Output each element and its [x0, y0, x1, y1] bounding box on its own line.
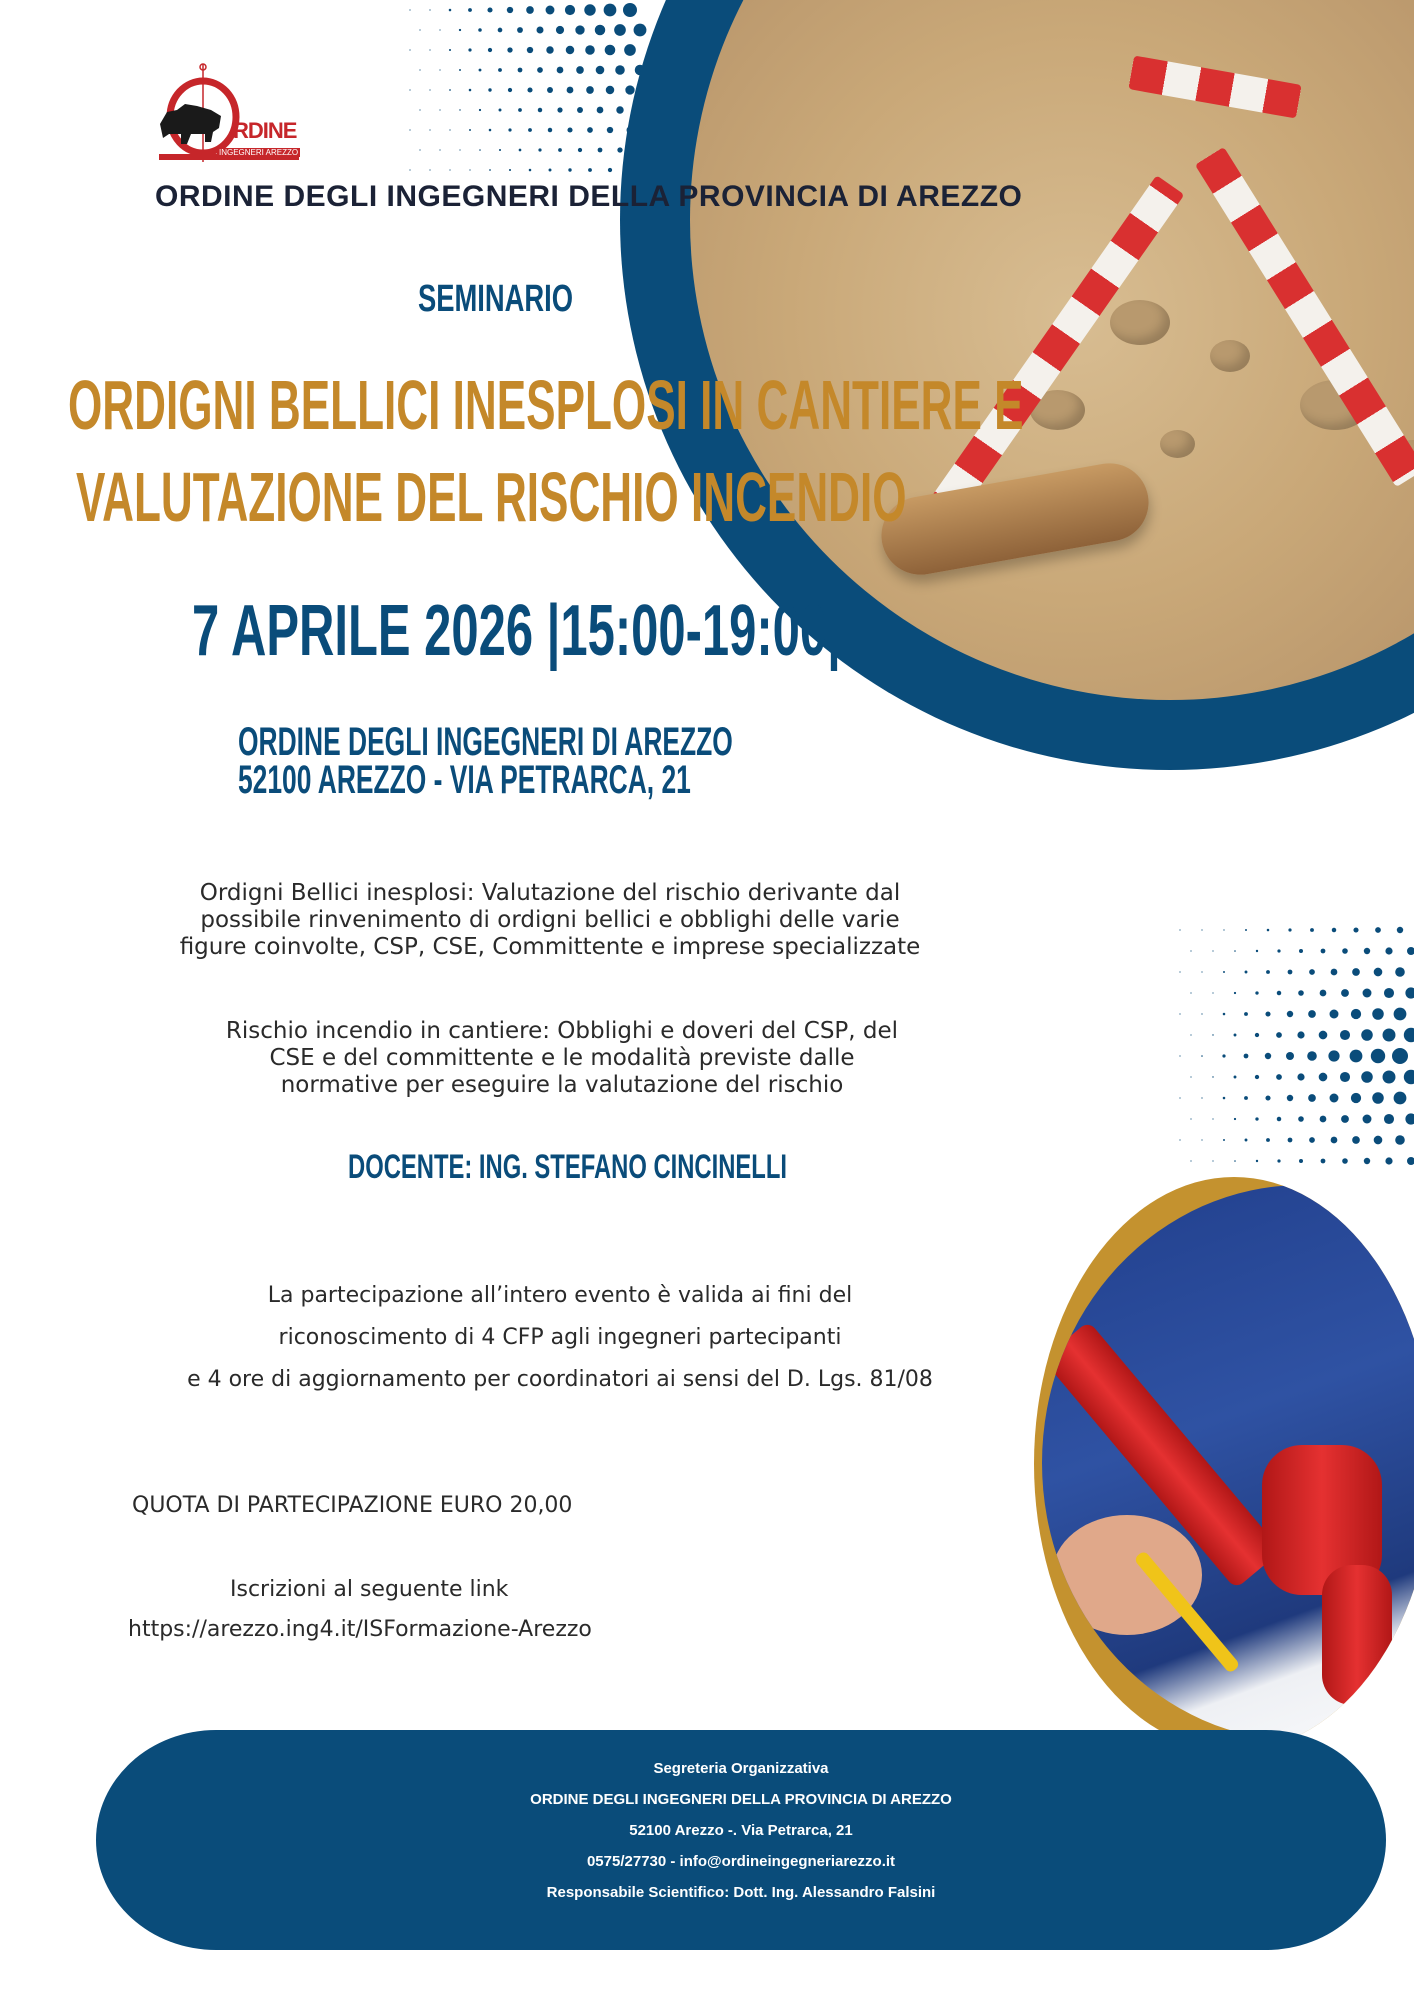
topic-2-line: CSE e del committente e le modalità previste dalle [269, 1045, 855, 1071]
venue-line-1: ORDINE DEGLI INGEGNERI DI AREZZO [238, 720, 733, 764]
footer-line: ORDINE DEGLI INGEGNERI DELLA PROVINCIA DI AREZZO [530, 1791, 952, 1808]
topic-1 [60, 880, 1040, 961]
title-line-2: VALUTAZIONE DEL RISCHIO INCENDIO [76, 458, 907, 536]
topic-2-line: normative per eseguire la valutazione del rischio [280, 1072, 844, 1098]
footer-panel [96, 1730, 1386, 1950]
halftone-dots-right [1170, 920, 1414, 1180]
topic-2-line: Rischio incendio in cantiere: Obblighi e doveri del CSP, del [225, 1018, 899, 1044]
footer-line: 52100 Arezzo -. Via Petrarca, 21 [629, 1822, 853, 1839]
halftone-dots-top [400, 0, 660, 200]
credits-info [110, 1275, 1010, 1401]
credits-line: La partecipazione all’intero evento è valida ai fini del [267, 1283, 853, 1308]
logo-wordmark: RDINE [233, 118, 297, 143]
topic-1-line: Ordigni Bellici inesplosi: Valutazione del rischio derivante dal [199, 880, 901, 906]
seminar-label: SEMINARIO [418, 278, 574, 320]
extinguisher-photo [1034, 1177, 1414, 1751]
participation-fee: QUOTA DI PARTECIPAZIONE EURO 20,00 [132, 1493, 573, 1518]
footer-line: Segreteria Organizzativa [653, 1760, 829, 1777]
footer-line: 0575/27730 - info@ordineingegneriarezzo.it [586, 1853, 896, 1870]
registration-label: Iscrizioni al seguente link [230, 1577, 509, 1602]
title-line-1: ORDIGNI BELLICI INESPLOSI IN CANTIERE E [68, 366, 1024, 444]
footer-line: Responsabile Scientifico: Dott. Ing. Alessandro Falsini [546, 1884, 936, 1901]
event-date-time: 7 APRILE 2026 |15:00-19:00| [192, 591, 841, 671]
topic-1-line: figure coinvolte, CSP, CSE, Committente e imprese specializzate [179, 934, 921, 960]
topic-2 [50, 1018, 1074, 1099]
venue-line-2: 52100 AREZZO - VIA PETRARCA, 21 [238, 758, 691, 802]
lecturer: DOCENTE: ING. STEFANO CINCINELLI [348, 1148, 787, 1186]
ordine-logo [155, 62, 305, 172]
registration-link[interactable]: https://arezzo.ing4.it/ISFormazione-Arezzo [128, 1617, 592, 1642]
topic-1-line: possibile rinvenimento di ordigni bellici e obblighi delle varie [200, 907, 900, 933]
org-title: ORDINE DEGLI INGEGNERI DELLA PROVINCIA DI AREZZO [155, 180, 1023, 213]
logo-subtitle: INGEGNERI AREZZO [219, 148, 299, 157]
credits-line: riconoscimento di 4 CFP agli ingegneri partecipanti [278, 1325, 842, 1350]
credits-line: e 4 ore di aggiornamento per coordinatori ai sensi del D. Lgs. 81/08 [187, 1367, 933, 1392]
